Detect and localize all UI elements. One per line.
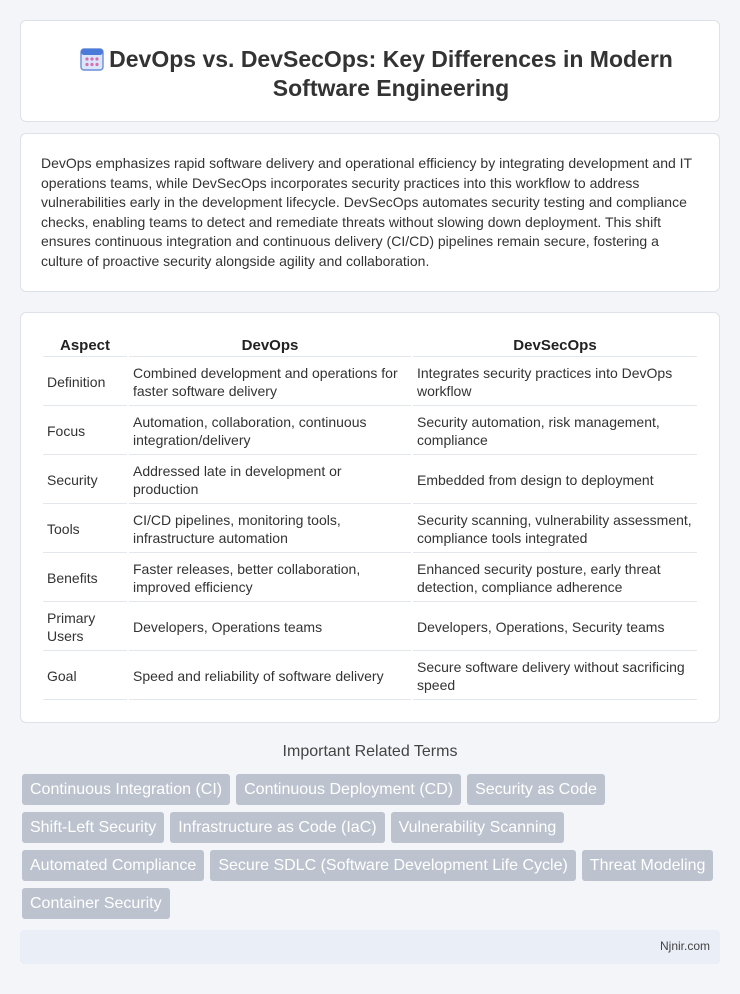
cell-devops: Faster releases, better collaboration, improved efficiency <box>129 555 411 602</box>
tag-automated-compliance[interactable]: Automated Compliance <box>22 850 204 881</box>
cell-aspect: Primary Users <box>43 604 127 651</box>
table-header-row <box>43 335 697 357</box>
cell-devops: Automation, collaboration, continuous integration/delivery <box>129 408 411 455</box>
cell-aspect: Benefits <box>43 555 127 602</box>
table-row <box>43 555 697 602</box>
cell-devsecops: Integrates security practices into DevOps workflow <box>413 359 697 406</box>
cell-devops: Developers, Operations teams <box>129 604 411 651</box>
table-row <box>43 653 697 700</box>
comparison-table <box>41 333 699 702</box>
cell-devops: Addressed late in development or production <box>129 457 411 504</box>
cell-devsecops: Developers, Operations, Security teams <box>413 604 697 651</box>
intro-card <box>20 133 720 292</box>
table-row <box>43 604 697 651</box>
cell-aspect: Goal <box>43 653 127 700</box>
cell-devsecops: Enhanced security posture, early threat detection, compliance adherence <box>413 555 697 602</box>
table-row <box>43 457 697 504</box>
tag-continuous-integration[interactable]: Continuous Integration (CI) <box>22 774 230 805</box>
footer-site[interactable]: Njnir.com <box>659 939 710 953</box>
tag-security-as-code[interactable]: Security as Code <box>467 774 605 805</box>
table-row <box>43 359 697 406</box>
cell-devsecops: Embedded from design to deployment <box>413 457 697 504</box>
tag-shift-left-security[interactable]: Shift-Left Security <box>22 812 164 843</box>
title-card <box>20 20 720 122</box>
title-wrap <box>21 45 721 103</box>
page-title: DevOps vs. DevSecOps: Key Differences in Modern Software Engineering <box>109 46 673 101</box>
header-devops: DevOps <box>129 335 411 357</box>
cell-devsecops: Security scanning, vulnerability assessment, compliance tools integrated <box>413 506 697 553</box>
tag-threat-modeling[interactable]: Threat Modeling <box>582 850 714 881</box>
cell-devops: Combined development and operations for faster software delivery <box>129 359 411 406</box>
tag-continuous-deployment[interactable]: Continuous Deployment (CD) <box>236 774 461 805</box>
cell-aspect: Definition <box>43 359 127 406</box>
calendar-grid-icon <box>79 46 105 72</box>
table-row <box>43 506 697 553</box>
related-terms-title: Important Related Terms <box>282 743 458 760</box>
cell-aspect: Tools <box>43 506 127 553</box>
related-terms-tags <box>22 774 722 919</box>
cell-devsecops: Secure software delivery without sacrificing speed <box>413 653 697 700</box>
cell-aspect: Security <box>43 457 127 504</box>
footer <box>20 930 720 964</box>
cell-aspect: Focus <box>43 408 127 455</box>
tag-container-security[interactable]: Container Security <box>22 888 170 919</box>
intro-paragraph: DevOps emphasizes rapid software delivery and operational efficiency by integrating development and IT operations teams, while DevSecOps incorporates security practices into this workflow to address vulnerabilities early in the development lifecycle. DevSecOps automates security testing and compliance checks, enabling teams to detect and remediate threats without slowing down deployment. This shift ensures continuous integration and continuous delivery (CI/CD) pipelines remain secure, fostering a culture of proactive security alongside agility and collaboration. <box>41 155 692 269</box>
table-row <box>43 408 697 455</box>
cell-devops: Speed and reliability of software delivery <box>129 653 411 700</box>
tag-infrastructure-as-code[interactable]: Infrastructure as Code (IaC) <box>170 812 384 843</box>
header-aspect: Aspect <box>43 335 127 357</box>
cell-devops: CI/CD pipelines, monitoring tools, infrastructure automation <box>129 506 411 553</box>
comparison-card <box>20 312 720 723</box>
cell-devsecops: Security automation, risk management, compliance <box>413 408 697 455</box>
tag-secure-sdlc[interactable]: Secure SDLC (Software Development Life Cycle) <box>210 850 575 881</box>
tag-vulnerability-scanning[interactable]: Vulnerability Scanning <box>391 812 565 843</box>
header-devsecops: DevSecOps <box>413 335 697 357</box>
